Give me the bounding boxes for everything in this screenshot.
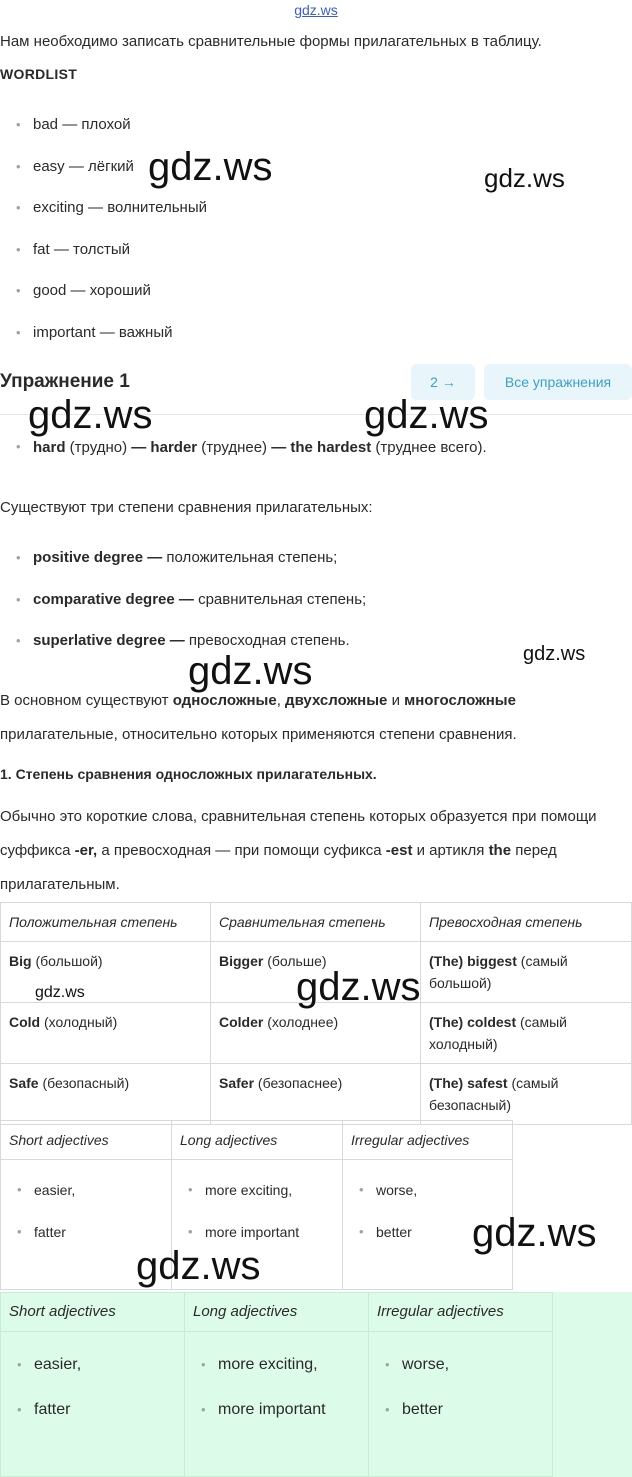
bullet-icon: • (17, 1402, 22, 1417)
bullet-icon: • (16, 117, 21, 132)
adjectives-answer-table (0, 1292, 632, 1477)
watermark: gdz.ws (364, 393, 489, 437)
watermark: gdz.ws (472, 1211, 597, 1255)
list-item: • hard (трудно) — harder (труднее) — the hardest (труднее всего). (16, 439, 487, 456)
table-cell (369, 1332, 553, 1477)
list-item: • more exciting, (188, 1182, 293, 1198)
degrees-table (0, 902, 632, 1125)
table-header-row (1, 903, 632, 942)
table-header-row (1, 1293, 632, 1332)
list-item: • more important (185, 1399, 360, 1444)
table-cell: (The) biggest (самый большой) (421, 942, 632, 1003)
bullet-icon: • (385, 1402, 390, 1417)
watermark: gdz.ws (523, 643, 586, 665)
syllables-paragraph: В основном существуют односложные, двухсложные и многосложные прилагательные, относительно которых применяются степени сравнения. (0, 692, 517, 743)
list-item: • comparative degree — сравнительная степень; (16, 590, 367, 608)
watermark: gdz.ws (484, 163, 565, 193)
bullet-icon: • (17, 1223, 22, 1239)
table-header: Положительная степень (1, 903, 211, 942)
table-header: Short adjectives (1, 1121, 172, 1160)
table-row (1, 1003, 632, 1064)
list-item: • positive degree — положительная степень; (16, 549, 338, 566)
table-header: Сравнительная степень (211, 903, 421, 942)
table-header: Irregular adjectives (343, 1121, 513, 1160)
wordlist-title: WORDLIST (0, 66, 78, 82)
bullet-icon: • (16, 550, 21, 565)
bullet-icon: • (188, 1182, 193, 1197)
bullet-icon: • (16, 283, 21, 299)
list-item: • worse, (359, 1182, 418, 1198)
watermark: gdz.ws (136, 1244, 261, 1288)
section-title: 1. Степень сравнения односложных прилагательных. (0, 766, 377, 782)
table-cell: Bigger (больше) (211, 942, 421, 1003)
degrees-intro: Существуют три степени сравнения прилагательных: (0, 499, 373, 516)
list-item: • exciting — волнительный (16, 199, 207, 217)
next-exercise-button[interactable]: 2 → (411, 364, 475, 400)
bullet-icon: • (16, 591, 21, 607)
table-cell (185, 1332, 369, 1477)
table-cell: Safer (безопаснее) (211, 1064, 421, 1125)
list-item: • important — важный (16, 323, 173, 341)
list-item: • bad — плохой (16, 116, 131, 133)
bullet-icon: • (17, 1357, 22, 1372)
all-exercises-button[interactable]: Все упражнения (484, 364, 632, 400)
table-row (1, 1332, 632, 1477)
bullet-icon: • (385, 1357, 390, 1372)
list-item: • worse, (369, 1354, 544, 1399)
watermark: gdz.ws (188, 649, 313, 693)
watermark: gdz.ws (35, 984, 85, 1001)
list-item: • more exciting, (185, 1354, 360, 1399)
section-paragraph: Обычно это короткие слова, сравнительная степень которых образуется при помощи суффикса -er, а превосходная — при помощи суфикса -est и артикля the перед прилагательным. (0, 808, 597, 893)
exercise-title: Упражнение 1 (0, 371, 130, 392)
table-cell: (The) safest (самый безопасный) (421, 1064, 632, 1125)
list-item: • fatter (1, 1399, 176, 1444)
bullet-icon: • (16, 241, 21, 257)
bullet-icon: • (17, 1182, 22, 1197)
table-header: Irregular adjectives (369, 1293, 553, 1332)
table-cell: (The) coldest (самый холодный) (421, 1003, 632, 1064)
list-item: • easier, (1, 1354, 176, 1399)
bullet-icon: • (16, 439, 21, 454)
table-header: Превосходная степень (421, 903, 632, 942)
list-item: • fatter (17, 1223, 66, 1240)
bullet-icon: • (16, 200, 21, 216)
table-header: Long adjectives (185, 1293, 369, 1332)
bullet-icon: • (359, 1223, 364, 1239)
watermark: gdz.ws (148, 145, 273, 189)
list-item: • easier, (17, 1182, 76, 1198)
bullet-icon: • (16, 158, 21, 174)
bullet-icon: • (201, 1402, 206, 1417)
table-header: Short adjectives (1, 1293, 185, 1332)
hard-example (0, 439, 632, 456)
list-item: • easy — лёгкий (16, 157, 134, 175)
table-cell: Safe (безопасный) (1, 1064, 211, 1125)
list-item: • superlative degree — превосходная степень. (16, 632, 350, 650)
table-filler (553, 1293, 632, 1332)
table-header-row (1, 1121, 513, 1160)
list-item: • good — хороший (16, 282, 151, 300)
table-row (1, 1064, 632, 1125)
bullet-icon: • (359, 1182, 364, 1197)
bullet-icon: • (16, 324, 21, 340)
watermark: gdz.ws (296, 965, 421, 1009)
table-header: Long adjectives (172, 1121, 343, 1160)
list-item: • fat — толстый (16, 240, 131, 258)
intro-text: Нам необходимо записать сравнительные формы прилагательных в таблицу. (0, 33, 542, 50)
table-cell: Cold (холодный) (1, 1003, 211, 1064)
table-cell: Big (большой) (1, 942, 211, 1003)
list-item: • more important (188, 1223, 300, 1240)
watermark: gdz.ws (28, 393, 153, 437)
bullet-icon: • (201, 1357, 206, 1372)
list-item: • better (359, 1223, 412, 1240)
table-cell (1, 1332, 185, 1477)
table-cell: Colder (холоднее) (211, 1003, 421, 1064)
site-link[interactable]: gdz.ws (294, 2, 338, 18)
list-item: • better (369, 1399, 544, 1444)
bullet-icon: • (16, 633, 21, 649)
table-filler (553, 1332, 632, 1477)
bullet-icon: • (188, 1223, 193, 1239)
